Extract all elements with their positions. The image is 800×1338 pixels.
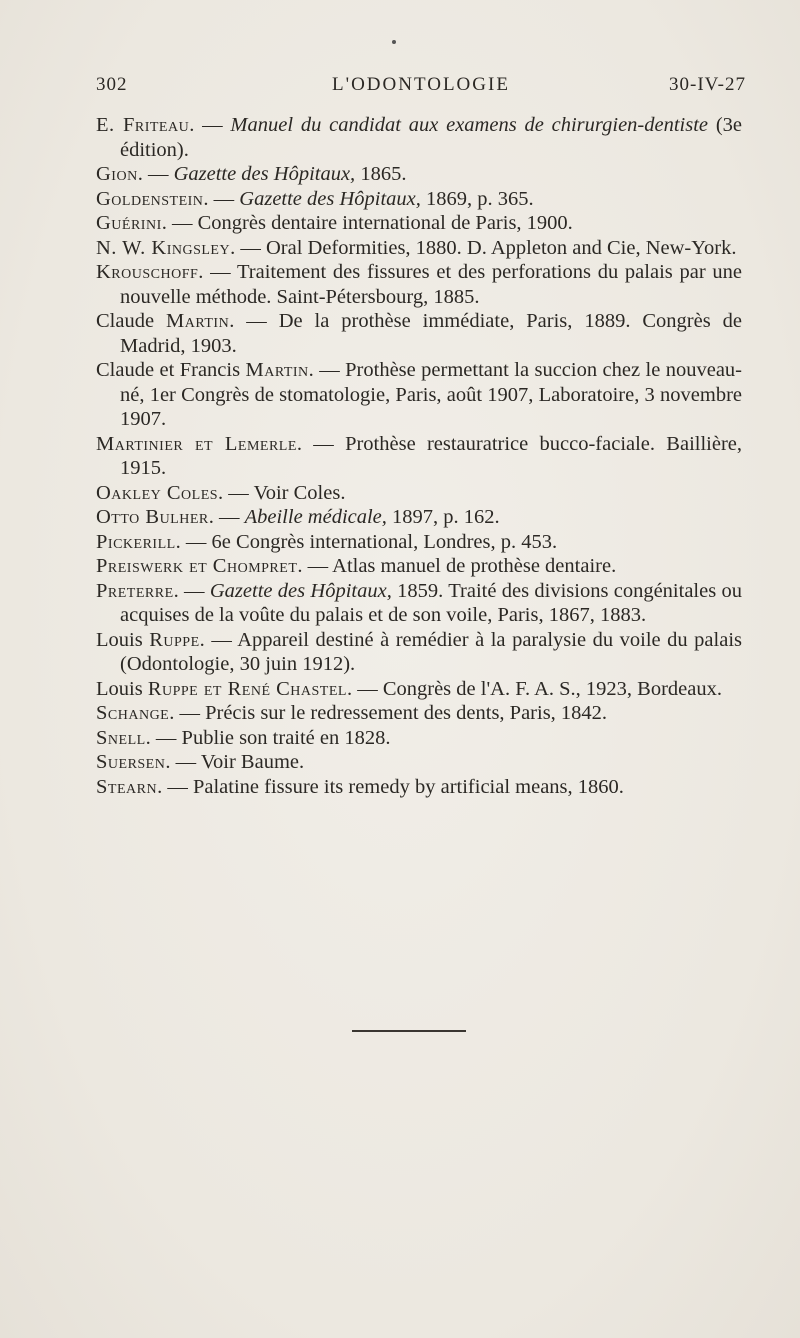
- entry-coauthor: et René Chastel: [198, 677, 347, 700]
- entry-separator: . —: [175, 530, 212, 553]
- entry-separator: . —: [161, 212, 198, 234]
- running-title: L'ODONTOLOGIE: [332, 74, 510, 95]
- entry-author: Schange: [96, 702, 170, 724]
- bibliography-entry: [96, 260, 742, 309]
- entry-separator: . —: [198, 261, 237, 283]
- bibliography-entry: [96, 554, 742, 579]
- entry-journal: Gazette des Hôpitaux,: [173, 163, 356, 185]
- entry-author: Guérini: [96, 212, 162, 234]
- entry-reference: Précis sur le redressement des dents, Paris, 1842.: [205, 702, 608, 724]
- entry-reference: Voir Coles.: [253, 481, 346, 504]
- entry-author: Suersen: [96, 751, 166, 773]
- entry-journal: Manuel du candidat aux examens de chirurgien-dentiste: [230, 114, 709, 136]
- entry-author: Martin: [166, 310, 230, 332]
- bibliography-entry: [96, 236, 742, 261]
- bibliography-entry: [96, 530, 742, 555]
- entry-reference: Publie son traité en 1828.: [181, 726, 391, 749]
- bibliography-entry: [96, 432, 742, 481]
- entry-reference: Prothèse permettant la succion chez le nouveau-né, 1er Congrès de stomatologie, Paris, août 1907, Laboratoire, 3 novembre 1907.: [120, 359, 742, 430]
- entry-reference: 1865.: [355, 163, 407, 185]
- entry-separator: . —: [229, 310, 279, 332]
- bibliography-entry: [96, 579, 742, 628]
- entry-author: Oakley Coles: [96, 481, 219, 504]
- entry-separator: . —: [173, 579, 210, 602]
- entry-prefix: Claude et Francis: [96, 359, 246, 381]
- bibliography-entry: [96, 628, 742, 677]
- bibliography-entry: [96, 211, 742, 236]
- entry-author: Martinier: [96, 432, 184, 455]
- entry-reference: Atlas manuel de prothèse dentaire.: [332, 555, 617, 577]
- entry-separator: . —: [296, 432, 346, 455]
- entry-separator: . —: [189, 114, 231, 136]
- entry-separator: . —: [165, 751, 201, 773]
- entry-author: Martin: [245, 359, 309, 381]
- entry-separator: . —: [230, 236, 266, 259]
- entry-reference: Traitement des fissures et des perforations du palais par une nouvelle méthode. Saint-Pétersbourg, 1885.: [120, 261, 742, 308]
- entry-separator: . —: [157, 775, 193, 798]
- closing-rule: [352, 1030, 466, 1032]
- entry-reference: (3e édition).: [120, 114, 742, 161]
- bibliography-entry: [96, 309, 742, 358]
- entry-reference: Oral Deformities, 1880. D. Appleton and Cie, New-York.: [265, 236, 737, 259]
- entry-separator: . —: [308, 359, 346, 381]
- bibliography-entry: [96, 113, 742, 162]
- bibliography-entry: [96, 726, 742, 751]
- entry-author: Ruppe: [147, 677, 199, 700]
- entry-author: E. Friteau: [96, 114, 190, 136]
- entry-author: Stearn: [96, 775, 158, 798]
- entry-author: N. W. Kingsley: [96, 236, 231, 259]
- entry-reference: 1859. Traité des divisions congénitales ou acquises de la voûte du palais et de son voile, Paris, 1867, 1883.: [120, 579, 742, 626]
- entry-journal: Gazette des Hôpitaux,: [209, 579, 392, 602]
- bibliography-entry: [96, 505, 742, 530]
- entry-separator: . —: [137, 163, 174, 185]
- entry-journal: Abeille médicale,: [244, 506, 387, 528]
- entry-separator: . —: [208, 506, 245, 528]
- entry-reference: 1897, p. 162.: [386, 506, 500, 528]
- page-number: 302: [96, 74, 128, 95]
- entry-separator: . —: [346, 677, 383, 700]
- page-header: [96, 74, 746, 104]
- entry-author: Preterre: [96, 579, 174, 602]
- entry-reference: Voir Baume.: [200, 751, 305, 773]
- issue-date: 30-IV-27: [669, 74, 746, 95]
- entry-separator: . —: [203, 187, 240, 210]
- entry-author: Otto Bulher: [96, 506, 209, 528]
- bibliography-entry: [96, 358, 742, 432]
- entry-author: Goldenstein: [96, 187, 204, 210]
- bibliography-entry: [96, 701, 742, 726]
- entry-journal: Gazette des Hôpitaux,: [239, 187, 421, 210]
- entry-prefix: Louis: [96, 677, 148, 700]
- entry-reference: Congrès de l'A. F. A. S., 1923, Bordeaux.: [382, 677, 722, 700]
- entry-author: Preiswerk: [96, 555, 184, 577]
- entry-reference: Palatine fissure its remedy by artificial means, 1860.: [192, 775, 624, 798]
- entry-author: Pickerill: [96, 530, 176, 553]
- entry-author: Gion: [96, 163, 138, 185]
- entry-reference: De la prothèse immédiate, Paris, 1889. Congrès de Madrid, 1903.: [120, 310, 742, 357]
- entry-prefix: Claude: [96, 310, 167, 332]
- entry-reference: 1869, p. 365.: [420, 187, 534, 210]
- entry-separator: . —: [145, 726, 182, 749]
- entry-author: Snell: [96, 726, 146, 749]
- bibliography-entry: [96, 677, 742, 702]
- entry-separator: . —: [199, 628, 238, 651]
- bibliography-entry: [96, 481, 742, 506]
- entry-reference: Appareil destiné à remédier à la paralysie du voile du palais (Odontologie, 30 juin 1912).: [120, 628, 743, 675]
- entry-reference: 6e Congrès international, Londres, p. 453.: [211, 530, 558, 553]
- entry-separator: . —: [169, 702, 206, 724]
- bibliography-list: [96, 113, 742, 799]
- print-speck: [392, 40, 396, 44]
- entry-separator: . —: [218, 481, 254, 504]
- entry-reference: Congrès dentaire international de Paris, 1900.: [197, 212, 573, 234]
- bibliography-entry: [96, 162, 742, 187]
- entry-separator: . —: [297, 555, 333, 577]
- bibliography-entry: [96, 775, 742, 800]
- entry-reference: Prothèse restauratrice bucco-faciale. Baillière, 1915.: [120, 432, 743, 479]
- bibliography-entry: [96, 750, 742, 775]
- entry-author: Krouschoff: [96, 261, 199, 283]
- entry-author: Ruppe: [149, 628, 200, 651]
- entry-coauthor: et Lemerle: [183, 432, 297, 455]
- entry-coauthor: et Chompret: [183, 555, 298, 577]
- bibliography-entry: [96, 187, 742, 212]
- entry-prefix: Louis: [96, 628, 150, 651]
